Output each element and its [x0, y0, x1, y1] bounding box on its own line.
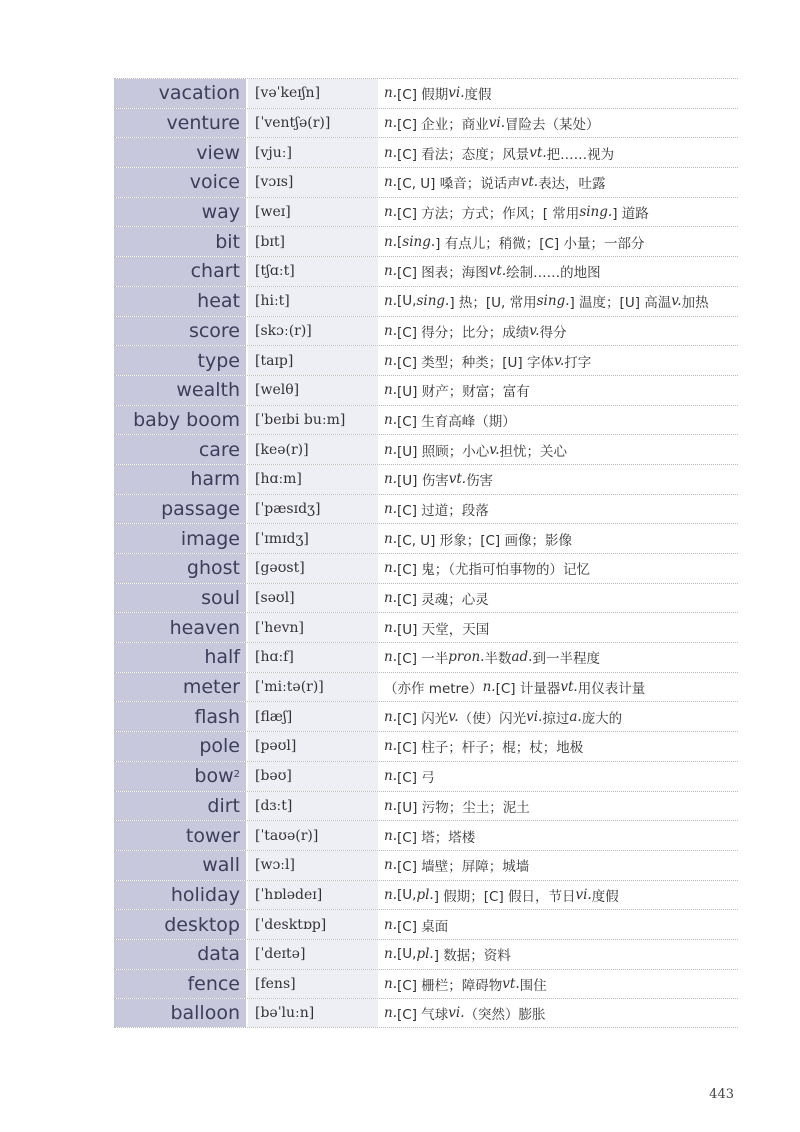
headword [114, 613, 248, 642]
part-of-speech: vt. [520, 174, 539, 191]
vocab-row [114, 523, 738, 553]
definition-text: 庞大的 [581, 710, 623, 727]
definition-text: ] 热；[U, 常用 [449, 295, 537, 312]
headword [114, 762, 248, 791]
headword-text: holiday [170, 883, 240, 906]
headword [114, 643, 248, 672]
phonetic: [gəʊst] [248, 554, 378, 583]
part-of-speech: n. [384, 916, 397, 933]
headword-text: flash [194, 705, 240, 728]
headword [114, 346, 248, 375]
phonetic: [hɑːf] [248, 643, 378, 672]
headword-text: image [180, 527, 240, 550]
headword-text: voice [189, 171, 240, 194]
phonetic: [fens] [248, 970, 378, 999]
part-of-speech: n. [384, 382, 397, 399]
vocab-row [114, 642, 738, 672]
phonetic: [keə(r)] [248, 435, 378, 464]
definition-text: [C] 一半 [397, 651, 449, 668]
headword [114, 495, 248, 524]
phonetic: [vəˈkeɪʃn] [248, 79, 378, 108]
vocab-row [114, 909, 738, 939]
part-of-speech: pron. [448, 649, 485, 666]
phonetic: [skɔː(r)] [248, 317, 378, 346]
definition-text: [U] 照顾；小心 [397, 443, 490, 460]
phonetic: [bəʊ] [248, 762, 378, 791]
definition-text: [C] 桌面 [397, 918, 449, 935]
part-of-speech: n. [482, 679, 496, 696]
definition [378, 406, 738, 435]
part-of-speech: sing. [536, 293, 570, 310]
definition-text: 到一半程度 [532, 651, 600, 668]
vocab-row [114, 316, 738, 346]
headword [114, 673, 248, 702]
headword-text: tower [185, 824, 240, 847]
definition [378, 554, 738, 583]
definition-text: ] 道路 [612, 206, 649, 223]
phonetic: [hɑːm] [248, 465, 378, 494]
vocab-row [114, 583, 738, 613]
vocab-row [114, 701, 738, 731]
definition [378, 821, 738, 850]
part-of-speech: n. [384, 857, 397, 874]
headword-text: heaven [169, 616, 240, 639]
definition-text: [U] 财产；财富；富有 [397, 384, 530, 401]
vocab-row [114, 197, 738, 227]
part-of-speech: n. [384, 263, 397, 280]
vocab-row [114, 820, 738, 850]
phonetic: [ˈdeɪtə] [248, 940, 378, 969]
phonetic: [weɪ] [248, 198, 378, 227]
definition-text: [C] 柱子；杆子；棍；杖；地极 [397, 740, 584, 757]
phonetic: [taɪp] [248, 346, 378, 375]
headword-text: ghost [186, 557, 240, 580]
part-of-speech: n. [384, 1005, 397, 1022]
phonetic: [vjuː] [248, 138, 378, 167]
definition-text: [U] 天堂，天国 [397, 621, 490, 638]
phonetic: [səʊl] [248, 584, 378, 613]
part-of-speech: n. [384, 560, 397, 577]
definition-text: 用仪表计量 [577, 681, 646, 698]
definition [378, 138, 738, 167]
part-of-speech: n. [384, 768, 397, 785]
phonetic: [wɔːl] [248, 851, 378, 880]
definition [378, 851, 738, 880]
phonetic: [hiːt] [248, 287, 378, 316]
definition [378, 198, 738, 227]
definition [378, 317, 738, 346]
headword [114, 376, 248, 405]
part-of-speech: v. [448, 708, 459, 725]
definition [378, 465, 738, 494]
part-of-speech: n. [384, 708, 397, 725]
part-of-speech: vt. [488, 263, 507, 280]
definition [378, 881, 738, 910]
vocab-row [114, 880, 738, 910]
definition-text: 打字 [564, 354, 592, 371]
headword [114, 732, 248, 761]
definition [378, 732, 738, 761]
definition [378, 257, 738, 286]
definition [378, 109, 738, 138]
definition-text: ] 数据；资料 [433, 948, 511, 965]
definition-text: [C, U] 形象；[C] 画像；影像 [397, 532, 572, 549]
definition-text: 绘制……的地图 [506, 265, 601, 282]
headword [114, 406, 248, 435]
definition-text: 得分 [539, 324, 567, 341]
definition-text: [C] 看法；态度；风景 [397, 146, 530, 163]
definition-text: 度假 [464, 87, 492, 104]
definition [378, 910, 738, 939]
headword [114, 435, 248, 464]
part-of-speech: n. [384, 411, 397, 428]
headword-text: care [198, 438, 240, 461]
part-of-speech: sing. [416, 293, 450, 310]
headword [114, 257, 248, 286]
part-of-speech: vt. [529, 144, 547, 161]
headword-text: way [201, 201, 240, 224]
definition-text: [C] 弓 [397, 770, 435, 787]
definition-text: [C] 墙壁；屏障；城墙 [397, 859, 530, 876]
definition-text: （亦作 metre） [384, 681, 483, 698]
definition-text: ] 假期；[C] 假日，节日 [433, 888, 576, 905]
definition [378, 643, 738, 672]
part-of-speech: v. [489, 441, 500, 458]
headword [114, 940, 248, 969]
vocab-row [114, 405, 738, 435]
definition-text: [C] 企业；商业 [397, 117, 489, 134]
part-of-speech: n. [384, 322, 397, 339]
definition-text: （突然）膨胀 [464, 1007, 546, 1024]
part-of-speech: n. [384, 619, 397, 636]
headword-text: fence [187, 972, 240, 995]
headword [114, 881, 248, 910]
definition [378, 168, 738, 197]
vocab-row [114, 286, 738, 316]
phonetic: [bəˈluːn] [248, 999, 378, 1027]
definition-text: 度假 [591, 888, 619, 905]
definition-text: [ [397, 233, 403, 250]
definition [378, 613, 738, 642]
part-of-speech: sing. [402, 233, 436, 250]
definition-text: 表达，吐露 [538, 176, 606, 193]
part-of-speech: n. [384, 174, 397, 191]
headword-text: meter [182, 676, 240, 699]
part-of-speech: ad. [511, 649, 533, 666]
headword [114, 138, 248, 167]
phonetic: [flæʃ] [248, 702, 378, 731]
part-of-speech: vi. [526, 708, 543, 725]
headword-text: bow [194, 765, 234, 788]
headword-text: bit [215, 230, 240, 253]
headword-text: wall [202, 854, 240, 877]
headword [114, 79, 248, 108]
part-of-speech: vi. [448, 1005, 465, 1022]
vocab-row [114, 108, 738, 138]
vocab-row [114, 78, 738, 108]
headword [114, 317, 248, 346]
phonetic: [ˈmiːtə(r)] [248, 673, 378, 702]
headword [114, 227, 248, 256]
definition-text: [C] 闪光 [397, 710, 449, 727]
phonetic: [ˈhɒlədeɪ] [248, 881, 378, 910]
part-of-speech: n. [384, 590, 397, 607]
part-of-speech: n. [384, 738, 397, 755]
vocab-row [114, 167, 738, 197]
page-number: 443 [709, 1087, 734, 1102]
headword [114, 851, 248, 880]
part-of-speech: n. [384, 441, 397, 458]
part-of-speech: n. [384, 233, 397, 250]
vocab-row [114, 434, 738, 464]
definition-text: [C] 塔；塔楼 [397, 829, 476, 846]
vocab-row [114, 672, 738, 702]
phonetic: [ˈventʃə(r)] [248, 109, 378, 138]
part-of-speech: n. [384, 352, 397, 369]
definition-text: 冒险去（某处） [505, 117, 600, 134]
phonetic: [ˈbeɪbi buːm] [248, 406, 378, 435]
headword-text: view [196, 141, 240, 164]
definition-text: 掠过 [542, 710, 570, 727]
headword [114, 792, 248, 821]
vocabulary-table [114, 78, 738, 1028]
phonetic: [ˈɪmɪdʒ] [248, 524, 378, 553]
vocab-row [114, 553, 738, 583]
definition [378, 435, 738, 464]
definition [378, 79, 738, 108]
part-of-speech: n. [384, 797, 397, 814]
definition [378, 970, 738, 999]
definition [378, 227, 738, 256]
part-of-speech: n. [384, 827, 397, 844]
definition-text: 半数 [484, 651, 512, 668]
vocab-row [114, 345, 738, 375]
definition [378, 673, 738, 702]
vocab-row [114, 612, 738, 642]
definition-text: [C] 得分；比分；成绩 [397, 324, 530, 341]
part-of-speech: v. [671, 293, 682, 310]
headword [114, 198, 248, 227]
vocab-row [114, 939, 738, 969]
headword-text: data [197, 943, 240, 966]
headword-text: desktop [164, 913, 240, 936]
part-of-speech: n. [384, 500, 397, 517]
definition-text: [U, [397, 946, 417, 963]
definition-text: 把……视为 [546, 146, 615, 163]
definition-text: （使）闪光 [458, 710, 527, 727]
headword [114, 524, 248, 553]
definition [378, 287, 738, 316]
headword-text: vacation [158, 82, 240, 105]
headword [114, 584, 248, 613]
headword [114, 287, 248, 316]
headword-text: pole [199, 735, 240, 758]
definition-text: [C] 方法；方式；作风；[ 常用 [397, 206, 580, 223]
part-of-speech: vi. [575, 886, 592, 903]
definition-text: [C] 灵魂；心灵 [397, 592, 489, 609]
headword [114, 970, 248, 999]
phonetic: [tʃɑːt] [248, 257, 378, 286]
headword [114, 109, 248, 138]
phonetic: [vɔɪs] [248, 168, 378, 197]
headword-text: venture [166, 112, 240, 135]
vocab-row [114, 464, 738, 494]
vocab-row [114, 137, 738, 167]
headword [114, 999, 248, 1027]
definition [378, 495, 738, 524]
definition-text: [C] 类型；种类；[U] 字体 [397, 354, 554, 371]
definition-text: ] 有点儿；稍微；[C] 小量；一部分 [435, 235, 645, 252]
definition-text: [C, U] 嗓音；说话声 [397, 176, 521, 193]
part-of-speech: n. [384, 975, 397, 992]
definition-text: [C] 栅栏；障碍物 [397, 977, 503, 994]
definition-text: [C] 鬼；（尤指可怕事物的）记忆 [397, 562, 591, 579]
definition-text: [C] 图表；海图 [397, 265, 489, 282]
vocab-row [114, 226, 738, 256]
headword [114, 554, 248, 583]
vocab-row [114, 791, 738, 821]
headword-text: half [204, 646, 240, 669]
vocab-row [114, 494, 738, 524]
vocab-row [114, 998, 738, 1028]
headword-text: baby boom [133, 408, 240, 431]
vocab-row [114, 256, 738, 286]
definition [378, 376, 738, 405]
vocab-row [114, 761, 738, 791]
definition-text: 加热 [681, 295, 709, 312]
headword-superscript: 2 [233, 768, 240, 780]
part-of-speech: v. [529, 322, 540, 339]
headword [114, 910, 248, 939]
definition [378, 702, 738, 731]
headword-text: chart [190, 260, 240, 283]
phonetic: [welθ] [248, 376, 378, 405]
vocab-row [114, 375, 738, 405]
definition-text: [C] 生育高峰（期） [397, 413, 516, 430]
part-of-speech: vt. [502, 975, 520, 992]
part-of-speech: pl. [416, 886, 434, 903]
phonetic: [ˈdesktɒp] [248, 910, 378, 939]
part-of-speech: n. [384, 886, 397, 903]
part-of-speech: n. [384, 85, 397, 102]
phonetic: [ˈtaʊə(r)] [248, 821, 378, 850]
part-of-speech: n. [384, 946, 397, 963]
headword-text: type [197, 349, 240, 372]
part-of-speech: pl. [416, 946, 434, 963]
definition-text: [U, [397, 293, 417, 310]
part-of-speech: n. [384, 115, 397, 132]
part-of-speech: v. [553, 352, 565, 369]
definition [378, 940, 738, 969]
vocab-row [114, 969, 738, 999]
headword-text: harm [190, 468, 240, 491]
definition-text: [U] 伤害 [397, 473, 449, 490]
part-of-speech: vt. [560, 679, 578, 696]
definition [378, 792, 738, 821]
definition-text: [C] 计量器 [495, 681, 561, 698]
phonetic: [pəʊl] [248, 732, 378, 761]
headword [114, 702, 248, 731]
definition-text: [U] 污物；尘土；泥土 [397, 799, 530, 816]
headword [114, 465, 248, 494]
definition-text: [U, [397, 886, 417, 903]
headword-text: heat [197, 290, 240, 313]
vocab-row [114, 731, 738, 761]
definition-text: [C] 假期 [397, 87, 449, 104]
part-of-speech: vt. [448, 471, 467, 488]
definition-text: 围住 [519, 977, 547, 994]
phonetic: [bɪt] [248, 227, 378, 256]
headword-text: soul [201, 587, 240, 610]
headword-text: passage [161, 497, 240, 520]
headword-text: balloon [170, 1002, 240, 1025]
part-of-speech: sing. [579, 204, 613, 221]
part-of-speech: vi. [488, 115, 506, 132]
headword-text: dirt [207, 794, 240, 817]
headword [114, 168, 248, 197]
headword [114, 821, 248, 850]
phonetic: [ˈpæsɪdʒ] [248, 495, 378, 524]
definition [378, 346, 738, 375]
part-of-speech: n. [384, 471, 397, 488]
phonetic: [dɜːt] [248, 792, 378, 821]
definition-text: [C] 过道；段落 [397, 502, 489, 519]
definition-text: [C] 气球 [397, 1007, 449, 1024]
part-of-speech: n. [384, 293, 397, 310]
definition [378, 762, 738, 791]
phonetic: [ˈhevn] [248, 613, 378, 642]
definition-text: 伤害 [466, 473, 494, 490]
headword-text: wealth [176, 379, 240, 402]
definition-text: ] 温度；[U] 高温 [569, 295, 672, 312]
headword-text: score [188, 319, 240, 342]
definition-text: 担忧；关心 [499, 443, 568, 460]
vocab-row [114, 850, 738, 880]
definition [378, 999, 738, 1027]
part-of-speech: vi. [448, 85, 465, 102]
part-of-speech: n. [384, 144, 397, 161]
part-of-speech: n. [384, 204, 397, 221]
part-of-speech: n. [384, 530, 397, 547]
definition [378, 584, 738, 613]
definition [378, 524, 738, 553]
part-of-speech: a. [569, 708, 582, 725]
part-of-speech: n. [384, 649, 397, 666]
